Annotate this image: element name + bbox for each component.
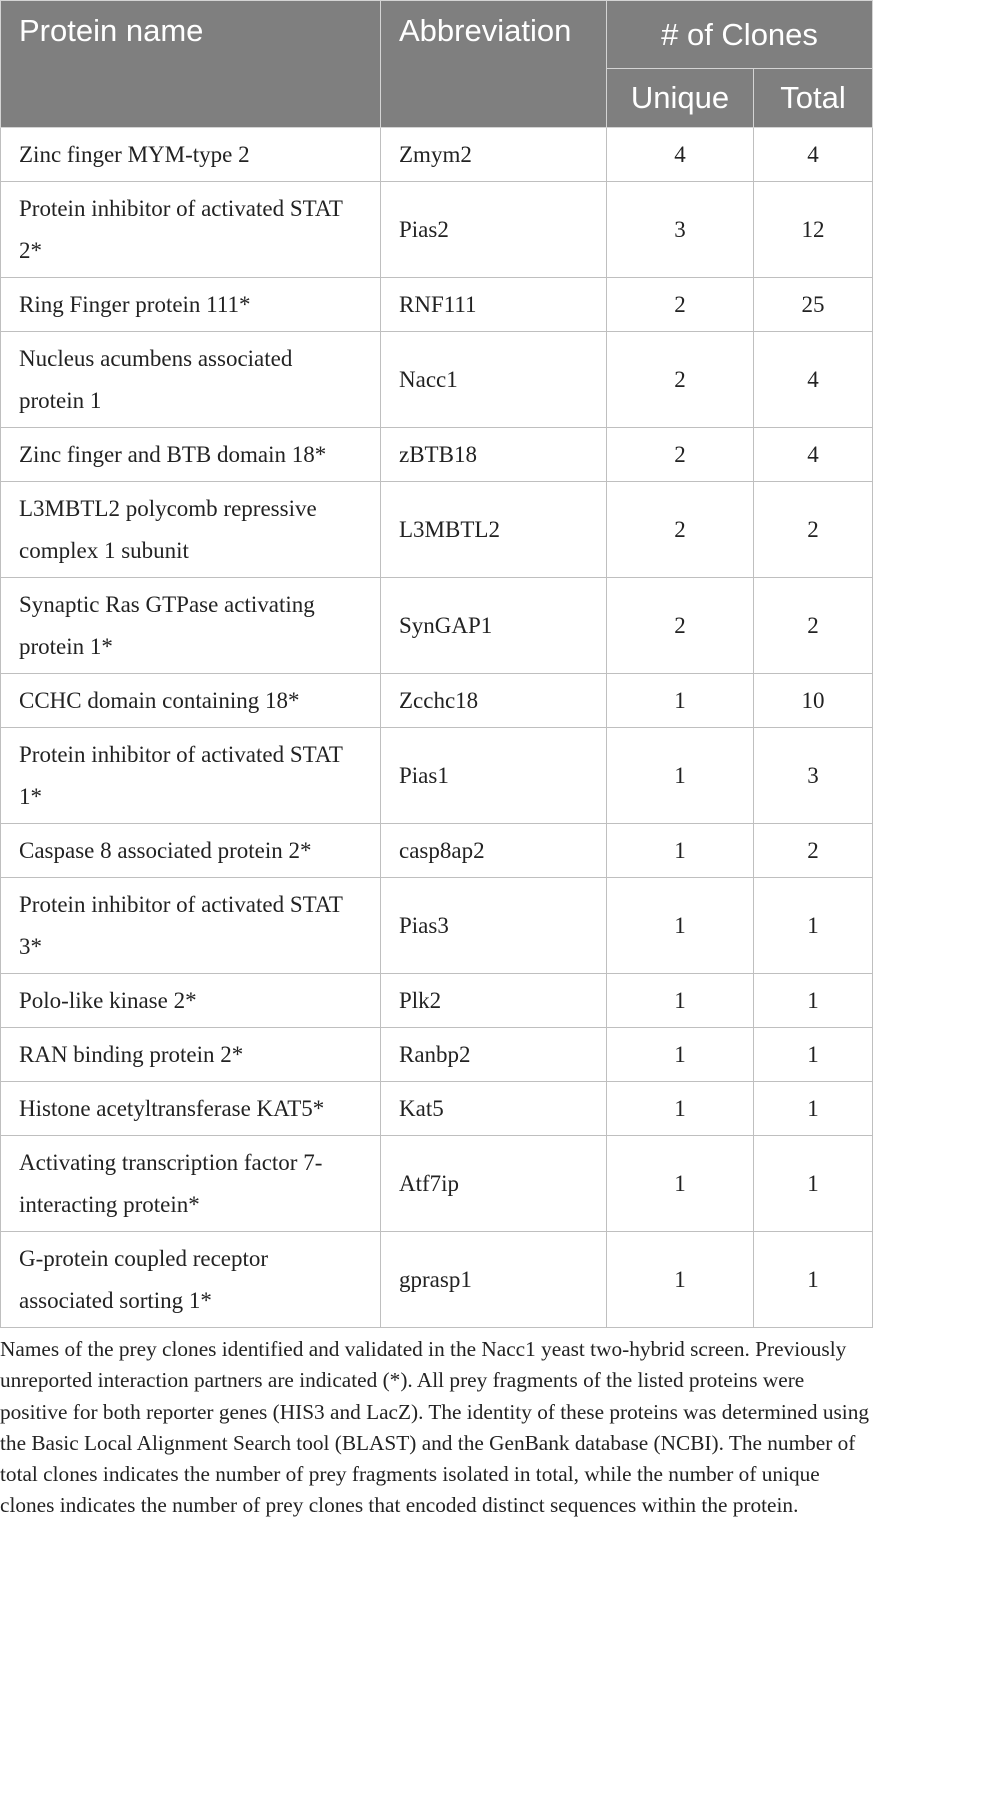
abbreviation-cell: Pias2 (381, 182, 607, 278)
unique-cell: 2 (607, 578, 754, 674)
total-cell: 12 (754, 182, 873, 278)
unique-cell: 1 (607, 1136, 754, 1232)
abbreviation-cell: L3MBTL2 (381, 482, 607, 578)
unique-cell: 2 (607, 482, 754, 578)
abbreviation-cell: Zcchc18 (381, 674, 607, 728)
protein-name-cell: G-protein coupled receptor associated sorting 1* (1, 1232, 381, 1328)
abbreviation-cell: RNF111 (381, 278, 607, 332)
header-total: Total (754, 69, 873, 128)
protein-name-cell: Zinc finger MYM-type 2 (1, 128, 381, 182)
table-row (1, 1136, 873, 1232)
unique-cell: 3 (607, 182, 754, 278)
abbreviation-cell: casp8ap2 (381, 824, 607, 878)
protein-name-cell: Activating transcription factor 7-interacting protein* (1, 1136, 381, 1232)
total-cell: 2 (754, 578, 873, 674)
unique-cell: 1 (607, 728, 754, 824)
abbreviation-cell: Pias3 (381, 878, 607, 974)
total-cell: 3 (754, 728, 873, 824)
header-abbreviation: Abbreviation (381, 1, 607, 128)
total-cell: 25 (754, 278, 873, 332)
protein-name-cell: Protein inhibitor of activated STAT 1* (1, 728, 381, 824)
total-cell: 4 (754, 128, 873, 182)
abbreviation-cell: gprasp1 (381, 1232, 607, 1328)
total-cell: 2 (754, 482, 873, 578)
abbreviation-cell: Pias1 (381, 728, 607, 824)
abbreviation-cell: SynGAP1 (381, 578, 607, 674)
unique-cell: 1 (607, 974, 754, 1028)
protein-name-cell: Ring Finger protein 111* (1, 278, 381, 332)
protein-name-cell: RAN binding protein 2* (1, 1028, 381, 1082)
unique-cell: 1 (607, 824, 754, 878)
unique-cell: 4 (607, 128, 754, 182)
unique-cell: 2 (607, 278, 754, 332)
total-cell: 10 (754, 674, 873, 728)
protein-name-cell: Caspase 8 associated protein 2* (1, 824, 381, 878)
protein-name-cell: Protein inhibitor of activated STAT 3* (1, 878, 381, 974)
abbreviation-cell: Kat5 (381, 1082, 607, 1136)
table-row (1, 1028, 873, 1082)
total-cell: 1 (754, 878, 873, 974)
header-unique: Unique (607, 69, 754, 128)
protein-name-cell: Nucleus acumbens associated protein 1 (1, 332, 381, 428)
table-row (1, 278, 873, 332)
unique-cell: 1 (607, 878, 754, 974)
header-clones: # of Clones (607, 1, 873, 69)
total-cell: 1 (754, 1232, 873, 1328)
table-body (1, 128, 873, 1328)
table-row (1, 974, 873, 1028)
unique-cell: 1 (607, 1028, 754, 1082)
table-row (1, 728, 873, 824)
total-cell: 1 (754, 1082, 873, 1136)
table-row (1, 674, 873, 728)
total-cell: 1 (754, 1028, 873, 1082)
unique-cell: 1 (607, 1082, 754, 1136)
total-cell: 2 (754, 824, 873, 878)
table-row (1, 428, 873, 482)
total-cell: 1 (754, 1136, 873, 1232)
unique-cell: 1 (607, 1232, 754, 1328)
table-row (1, 182, 873, 278)
abbreviation-cell: zBTB18 (381, 428, 607, 482)
header-protein-name: Protein name (1, 1, 381, 128)
table-row (1, 1082, 873, 1136)
abbreviation-cell: Atf7ip (381, 1136, 607, 1232)
unique-cell: 2 (607, 332, 754, 428)
abbreviation-cell: Plk2 (381, 974, 607, 1028)
protein-name-cell: L3MBTL2 polycomb repressive complex 1 subunit (1, 482, 381, 578)
table-row (1, 1232, 873, 1328)
unique-cell: 2 (607, 428, 754, 482)
table-row (1, 878, 873, 974)
protein-name-cell: Zinc finger and BTB domain 18* (1, 428, 381, 482)
protein-name-cell: Synaptic Ras GTPase activating protein 1* (1, 578, 381, 674)
table-row (1, 482, 873, 578)
total-cell: 4 (754, 332, 873, 428)
protein-name-cell: Protein inhibitor of activated STAT 2* (1, 182, 381, 278)
abbreviation-cell: Ranbp2 (381, 1028, 607, 1082)
unique-cell: 1 (607, 674, 754, 728)
table-row (1, 578, 873, 674)
abbreviation-cell: Zmym2 (381, 128, 607, 182)
protein-name-cell: Histone acetyltransferase KAT5* (1, 1082, 381, 1136)
table-row (1, 824, 873, 878)
protein-name-cell: CCHC domain containing 18* (1, 674, 381, 728)
protein-name-cell: Polo-like kinase 2* (1, 974, 381, 1028)
total-cell: 1 (754, 974, 873, 1028)
abbreviation-cell: Nacc1 (381, 332, 607, 428)
table-row (1, 128, 873, 182)
table-header (1, 1, 873, 128)
table-caption: Names of the prey clones identified and validated in the Nacc1 yeast two-hybrid screen. Previously unreported interaction partners are indicated (*). All prey fragments of the listed proteins were positive for both reporter genes (HIS3 and LacZ). The identity of these proteins was determined using the Basic Local Alignment Search tool (BLAST) and the GenBank database (NCBI). The number of total clones indicates the number of prey fragments isolated in total, while the number of unique clones indicates the number of prey clones that encoded distinct sequences within the protein. (0, 1337, 869, 1518)
table-row (1, 332, 873, 428)
total-cell: 4 (754, 428, 873, 482)
